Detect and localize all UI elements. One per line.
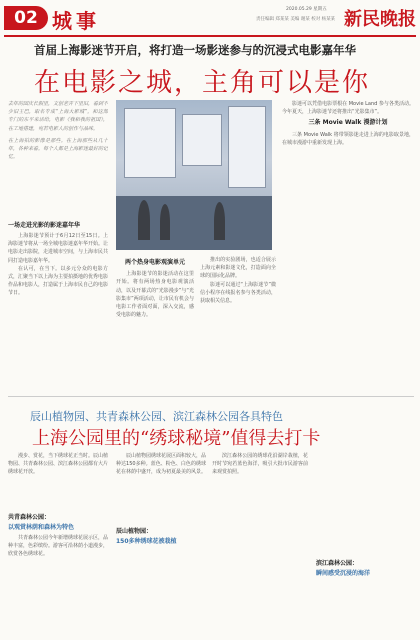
story2-subhead-2b: 150多种绣球花被栽植 [116,538,177,545]
logo-text: 新民晚报 [344,9,416,30]
photo-panel [124,108,176,178]
story1-kicker: 首届上海影迷节开启，将打造一场影迷参与的沉浸式电影嘉年华 [34,43,356,57]
story2-kicker: 辰山植物园、共青森林公园、滨江森林公园各具特色 [30,410,283,423]
story2-subhead-3b: 瞬间感受沉浸的海洋 [316,570,371,577]
story1-col2 [116,256,194,366]
lead-para-2: 在上海拍的影像是那些。在上海那些从几十年，各种来看。每个人都是上海影迷最好的记忆。 [8,137,108,161]
photo-panel [228,106,266,188]
newspaper-logo [344,2,416,34]
story1-body-a: 上海影迷节预计于6月12日至15日。上海影迷节将从一场全城电影迷嘉年华开始。让电影走出影院，走进城市空间，与上海市民共同打造电影嘉年华。 [8,233,108,264]
story2-lead [8,452,108,512]
story2-headline: 上海公园里的“绣球秘境”值得去打卡 [32,428,321,449]
story1-subhead-c: 三条 Movie Walk 漫游计划 [308,119,388,127]
story1-right-para: 推出的实验剧场，也适合展示上海元素和影迷文化，打造面向全球的国际化品牌。 [200,257,276,280]
story1-headline: 在电影之城，主角可以是你 [34,68,371,98]
section-divider [8,396,414,397]
header-rule [4,35,416,37]
section-name: 城事 [52,9,100,33]
story1-body-a2: 在认可，在当下。以多元分众的电影方式，汇聚当下以上海为主要拍摄地的优秀电影作品和电影人，打造属于上海市民自己的电影节日。 [8,265,108,297]
story2-subhead-1b: 以观赏林荫和森林为特色 [8,524,75,531]
story1-body-b: 上海影迷节的影迷活动在这里开始。将有两场热身电影观演活动，以及开幕式的“光影漫步”与“光影集市”两项活动，让市民有机会与电影工作者面对面，深入交流，感受电影的魅力。 [116,271,194,319]
story2-col2-text: 辰山植物园绣球花展区面积较大，品种达150多种。蓝色、粉色、白色的绣球花在林荫中盛开，成为初夏最美的风景。 [116,453,206,476]
story2-col2 [116,452,206,522]
section-number: 02 [4,6,48,30]
photo-figure [214,202,225,240]
story2-col1 [8,534,108,634]
story1-right-para2: 影迷可以通过“上海影迷节”微信小程序在线报名参与各类活动，获取相关信息。 [200,281,276,305]
story1-lead [8,100,108,216]
photo-figure [138,200,150,240]
story2-subhead-1: 共青森林公园： [8,514,51,521]
story2-col3-text: 滨江森林公园的绣球花沿湖岸栽植，花开时节宛若蓝色海洋，吸引大批市民游客前来观赏拍照。 [212,453,308,476]
photo-figure [160,204,170,240]
story2-body-1: 共青森林公园今年新增绣球花展示区，品种丰富，色彩缤纷。游客可沿林荫小道漫步，欣赏各色绣球花。 [8,535,108,558]
story1-col4 [282,100,414,240]
story2-lead-text: 漫步、赏花，当下绣球花正当时。辰山植物园、共青森林公园、滨江森林公园都有大片绣球花开放。 [8,453,108,476]
story1-col3 [200,256,276,366]
story1-photo [116,100,272,250]
story1-subhead-b: 两个热身电影观演单元 [124,259,185,266]
story1-right-col2: 影迷可以凭借电影票根在 Movie Land 参与各类活动。今年夏天，上海影迷节还将推出“光影集市”。 [282,101,414,116]
masthead [0,0,420,36]
story2-subhead-2: 辰山植物园： [116,528,153,535]
lead-para-1: 去年的国庆长假里，文创老弄下里旧，看到不少旧王巴，取名专成“上海大影城”，和这部专门的东平来话给，电影《我和我的祖国》，在工地搭建，宛若电影人的创作与品味。 [8,101,108,132]
editor-line: 责任编辑 郑某某 美编 谢某 校对 杨某某 [256,17,336,22]
story1-body-c: 三条 Movie Walk 将带领影迷走进上海的电影取景地，在城市漫游中重新发现上海。 [282,131,414,146]
photo-panel [182,114,222,166]
story1-subhead-a: 一场走进光影的影迷嘉年华 [8,222,81,229]
date-line: 2020.05.29 星期五 [286,7,327,12]
story2-col3 [212,452,308,632]
story2-subhead-3: 滨江森林公园： [316,560,359,567]
story1-col1 [8,232,108,364]
